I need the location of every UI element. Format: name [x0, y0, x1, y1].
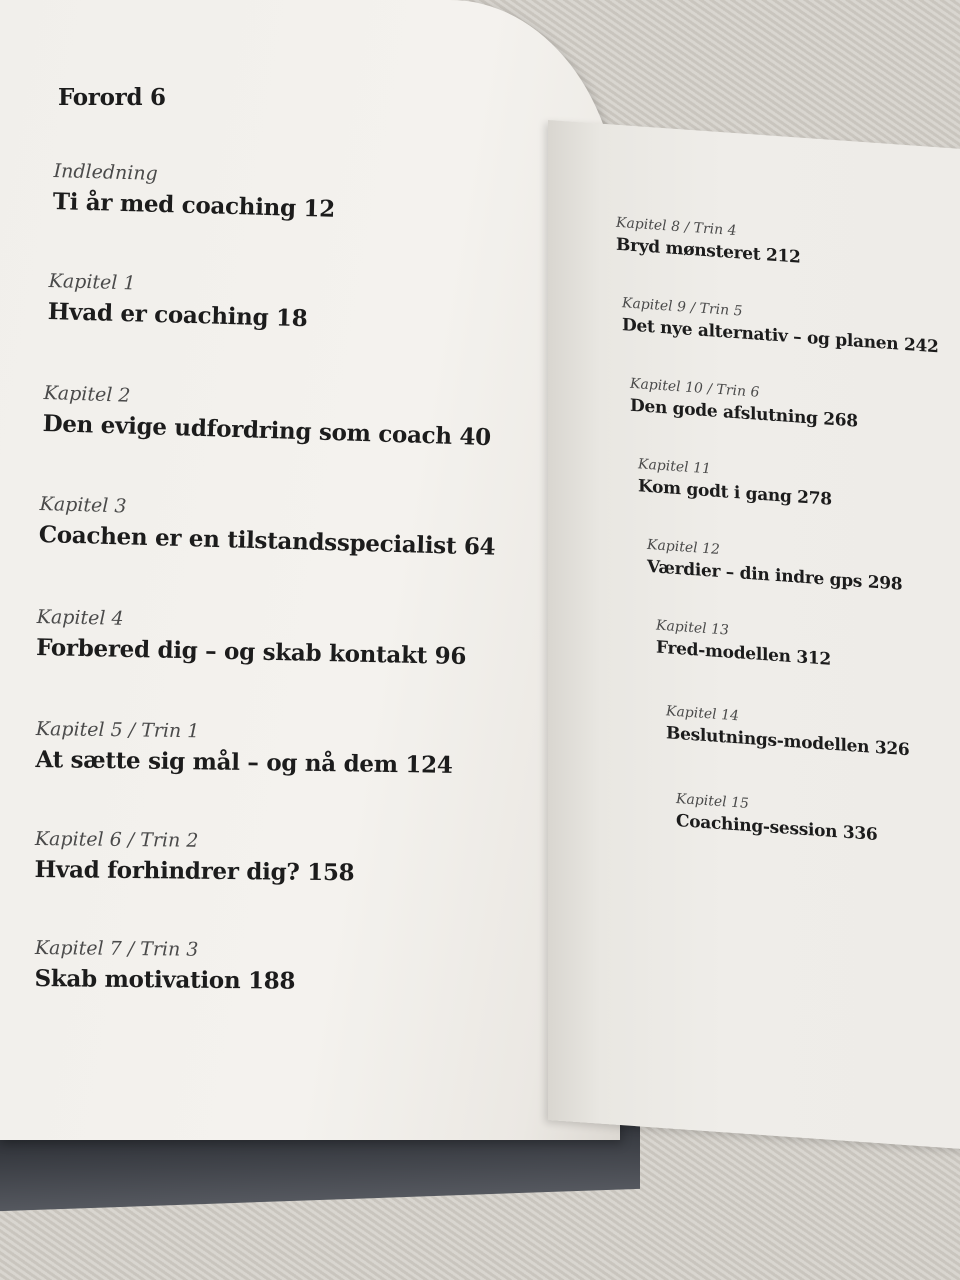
chapter-label: Kapitel 11 — [638, 456, 711, 478]
toc-entry — [35, 718, 453, 779]
chapter-label: Kapitel 7 / Trin 3 — [34, 937, 199, 961]
chapter-title: Ti år med coaching 12 — [52, 187, 336, 223]
chapter-title: Bryd mønsteret 212 — [616, 234, 801, 268]
chapter-label: Kapitel 15 — [676, 790, 749, 813]
chapter-title: Den evige udfordring som coach 40 — [42, 409, 492, 452]
toc-entry — [647, 537, 902, 595]
foreword-entry — [58, 84, 166, 111]
chapter-title: Den gode afslutning 268 — [630, 395, 858, 432]
chapter-title: At sætte sig mål – og nå dem 124 — [35, 745, 453, 779]
chapter-title: Hvad forhindrer dig? 158 — [34, 855, 355, 887]
chapter-title: Skab motivation 188 — [34, 964, 296, 995]
toc-entry — [622, 295, 939, 357]
toc-entry — [34, 937, 295, 995]
chapter-label: Kapitel 13 — [656, 617, 729, 639]
toc-entry — [36, 606, 467, 670]
chapter-title: Forbered dig – og skab kontakt 96 — [35, 633, 467, 670]
chapter-title: Det nye alternativ – og planen 242 — [622, 315, 939, 358]
toc-entry — [42, 382, 492, 451]
chapter-label: Kapitel 4 — [36, 606, 124, 630]
toc-entry — [638, 456, 832, 510]
chapter-label: Kapitel 14 — [666, 703, 739, 725]
toc-entry — [52, 160, 336, 223]
chapter-label: Kapitel 1 — [48, 270, 136, 295]
chapter-label: Kapitel 12 — [647, 536, 720, 559]
chapter-title: Coachen er en tilstandsspecialist 64 — [38, 520, 496, 561]
chapter-title: Kom godt i gang 278 — [638, 476, 832, 510]
toc-entry — [656, 618, 831, 670]
chapter-title: Fred-modellen 312 — [656, 637, 831, 670]
chapter-title: Hvad er coaching 18 — [47, 297, 308, 333]
toc-entry — [676, 791, 877, 845]
toc-entry — [38, 493, 496, 561]
chapter-label: Kapitel 6 / Trin 2 — [34, 828, 199, 852]
chapter-title: Coaching-session 336 — [676, 810, 878, 846]
chapter-label: Kapitel 8 / Trin 4 — [616, 214, 737, 240]
show-through-text: ​ — [296, 330, 304, 376]
toc-entry — [630, 376, 858, 432]
right-page — [548, 120, 960, 1151]
toc-entry — [616, 215, 801, 268]
chapter-label: Indledning — [53, 160, 159, 185]
chapter-label: Kapitel 5 / Trin 1 — [35, 718, 200, 743]
chapter-label: Kapitel 9 / Trin 5 — [622, 295, 743, 320]
chapter-label: Kapitel 10 / Trin 6 — [630, 375, 760, 401]
chapter-label: Kapitel 3 — [39, 493, 127, 518]
chapter-label: Kapitel 2 — [43, 382, 131, 407]
toc-entry — [666, 703, 909, 760]
toc-entry — [47, 270, 308, 332]
toc-entry — [34, 828, 354, 886]
chapter-title: Beslutnings-modellen 326 — [666, 723, 910, 761]
chapter-title: Værdier – din indre gps 298 — [647, 556, 903, 595]
foreword-title: Forord 6 — [58, 84, 166, 111]
